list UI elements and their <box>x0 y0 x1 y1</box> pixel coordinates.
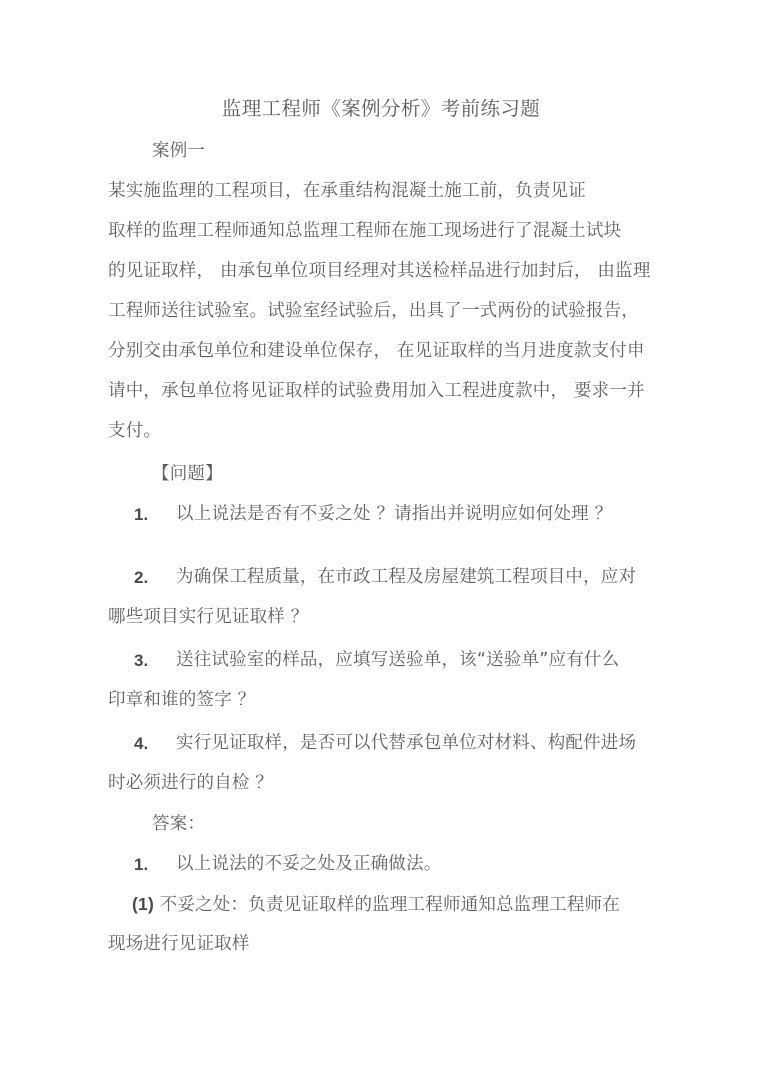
question-text: 印章和谁的签字 ？ <box>108 690 256 710</box>
scenario-line: 支付。 <box>108 421 162 441</box>
answer-heading: 答案： <box>152 814 206 834</box>
scenario-line: 某实施监理的工程项目，在承重结构混凝土施工前，负责见证 <box>108 181 586 201</box>
answer-text: 以上说法的不妥之处及正确做法。 <box>176 854 442 874</box>
question-text: 哪些项目实行见证取样 ？ <box>108 607 309 627</box>
questions-heading: 【问题】 <box>152 464 223 484</box>
scenario-line: 的见证取样， 由承包单位项目经理对其送检样品进行加封后， 由监理 <box>108 261 651 281</box>
scenario-line: 工程师送往试验室。试验室经试验后，出具了一式两份的试验报告， <box>108 301 639 321</box>
answer-detail-text: 现场进行见证取样 <box>108 934 250 954</box>
scenario-line: 取样的监理工程师通知总监理工程师在施工现场进行了混凝土试块 <box>108 221 622 241</box>
page-title: 监理工程师《案例分析》考前练习题 <box>221 97 541 120</box>
case-heading: 案例一 <box>152 141 206 161</box>
scenario-line: 分别交由承包单位和建设单位保存， 在见证取样的当月进度款支付申 <box>108 341 645 361</box>
question-text: 送往试验室的样品，应填写送验单，该“送验单”应有什么 <box>176 650 620 670</box>
question-text: 为确保工程质量，在市政工程及房屋建筑工程项目中，应对 <box>176 567 637 587</box>
answer-detail-line <box>132 891 620 918</box>
question-marker: 3. <box>134 651 149 670</box>
question-text: 时必须进行的自检 ？ <box>108 773 274 793</box>
answer-detail-text: 不妥之处：负责见证取样的监理工程师通知总监理工程师在 <box>154 895 620 915</box>
answer-marker: 1. <box>134 855 149 874</box>
answer-detail-marker: (1) <box>132 894 154 914</box>
question-marker: 1. <box>134 505 149 524</box>
scenario-line: 请中，承包单位将见证取样的试验费用加入工程进度款中， 要求一并 <box>108 381 645 401</box>
question-text: 实行见证取样，是否可以代替承包单位对材料、构配件进场 <box>176 733 637 753</box>
question-text: 以上说法是否有不妥之处 ？请指出并说明应如何处理 ？ <box>176 504 613 524</box>
question-marker: 4. <box>134 734 149 753</box>
question-marker: 2. <box>134 568 149 587</box>
